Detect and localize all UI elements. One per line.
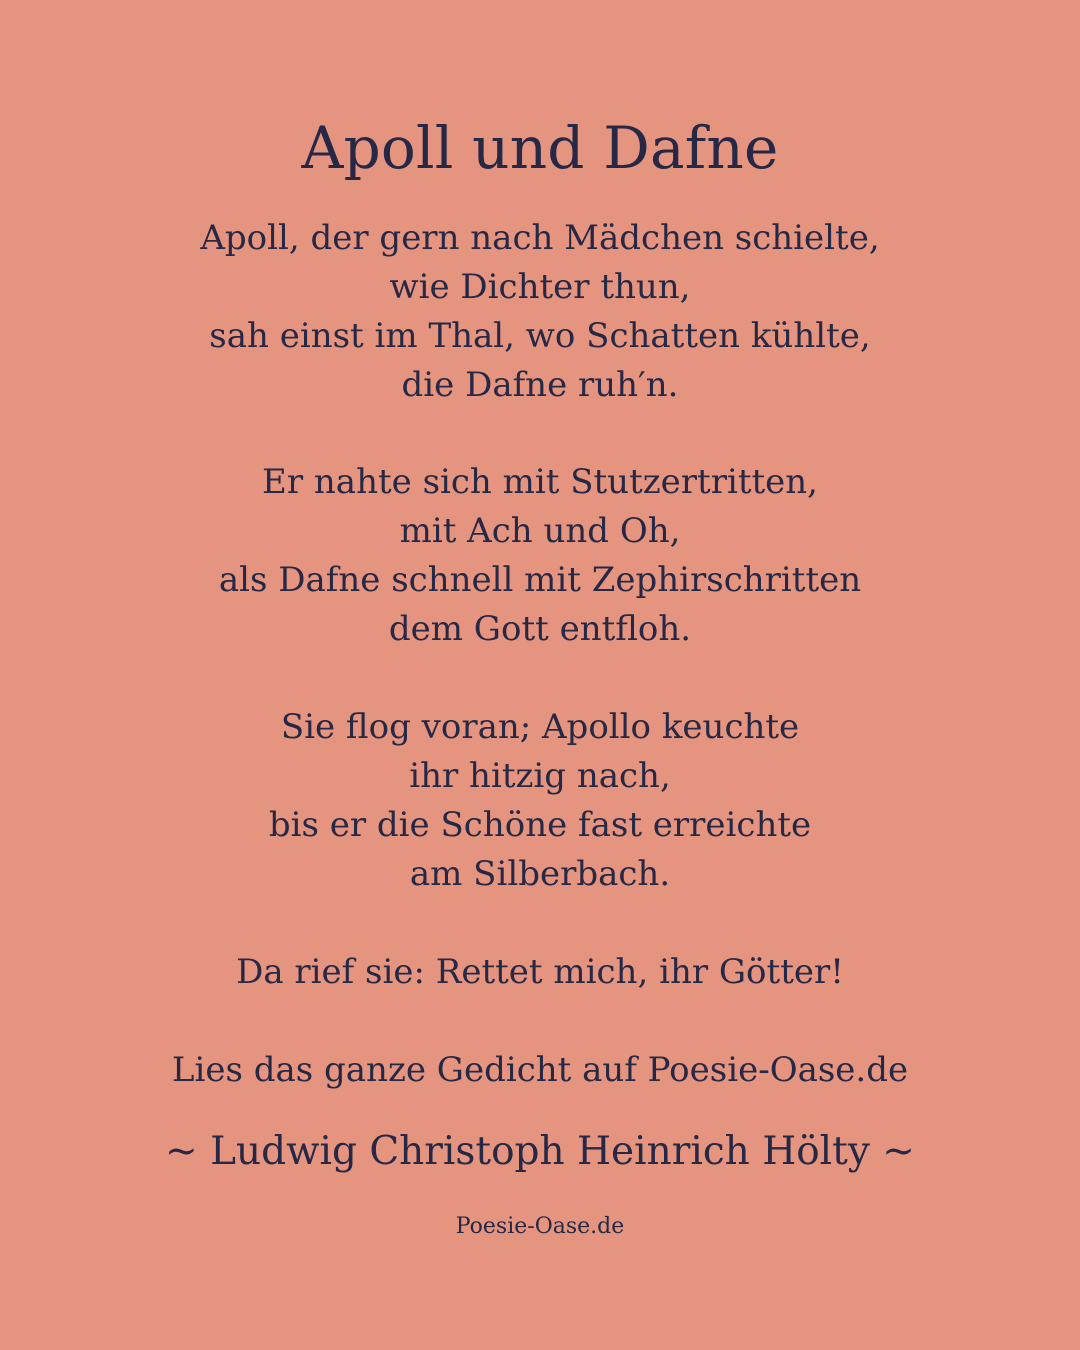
poem-line: die Dafne ruh′n. <box>401 365 679 405</box>
read-more-text: Lies das ganze Gedicht auf Poesie-Oase.de <box>171 1050 909 1090</box>
stanza-4 <box>0 948 1080 997</box>
poem-title: Apoll und Dafne <box>301 114 779 182</box>
site-watermark: Poesie-Oase.de <box>455 1214 625 1239</box>
poem-line: ihr hitzig nach, <box>409 756 671 796</box>
stanza-1 <box>0 214 1080 410</box>
stanza-2 <box>0 458 1080 654</box>
poem-line: am Silberbach. <box>409 854 671 894</box>
poem-line: Sie flog voran; Apollo keuchte <box>280 707 800 747</box>
poem-line: Da rief sie: Rettet mich, ihr Götter! <box>236 952 844 992</box>
poem-line: dem Gott entfloh. <box>388 609 692 649</box>
poem-line: mit Ach und Oh, <box>399 511 681 551</box>
poem-line: sah einst im Thal, wo Schatten kühlte, <box>209 316 871 356</box>
author-line: ~ Ludwig Christoph Heinrich Hölty ~ <box>165 1129 915 1174</box>
poem-line: als Dafne schnell mit Zephirschritten <box>218 560 862 600</box>
poem-line: Apoll, der gern nach Mädchen schielte, <box>200 218 880 258</box>
poem-line: wie Dichter thun, <box>389 267 691 307</box>
poem-line: Er nahte sich mit Stutzertritten, <box>262 462 818 502</box>
poem-line: bis er die Schöne fast erreichte <box>268 805 812 845</box>
stanza-3 <box>0 703 1080 899</box>
